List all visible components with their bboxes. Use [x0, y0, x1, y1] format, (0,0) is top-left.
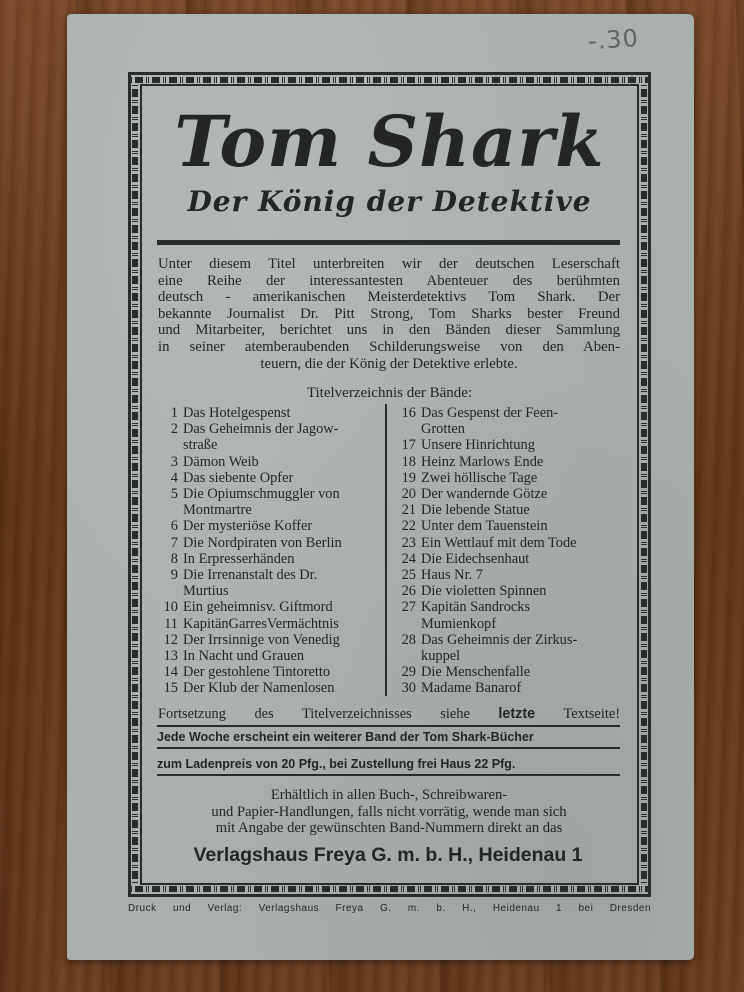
toc-heading: Titelverzeichnis der Bände:	[306, 385, 473, 401]
toc-number: 8	[170, 550, 178, 567]
toc-title: Dämon Weib	[183, 453, 259, 470]
toc-number: 4	[170, 469, 178, 486]
toc-entry	[158, 551, 380, 567]
toc-title: Die Nordpiraten von Berlin	[183, 534, 342, 551]
availability-line: Erhältlich in allen Buch-, Schreibwaren-	[270, 787, 508, 803]
toc-title: Die Irrenanstalt des Dr. Murtius	[183, 567, 318, 600]
series-subtitle: Der König der Detektive	[187, 185, 592, 218]
toc-entry	[394, 518, 626, 534]
toc-entry	[394, 551, 626, 567]
toc-entry	[394, 680, 626, 696]
intro-line: in seiner atemberaubenden Schilderungsweise von den Aben-	[158, 338, 620, 355]
toc-entry	[394, 599, 626, 631]
toc-title: Das Gespenst der Feen- Grotten	[421, 405, 559, 438]
intro-line: deutsch - amerikanischen Meisterdetektivs Tom Shark. Der	[158, 289, 620, 306]
toc-number: 7	[170, 534, 178, 551]
toc-title: Zwei höllische Tage	[421, 469, 538, 486]
toc-title: Heinz Marlows Ende	[421, 453, 544, 470]
toc-title: Ein Wettlauf mit dem Tode	[421, 534, 577, 551]
toc-entry	[394, 437, 626, 453]
toc-entry	[158, 518, 380, 534]
toc-entry	[158, 680, 380, 696]
toc-column-divider	[385, 404, 387, 696]
title-rule	[157, 240, 620, 245]
toc-number: 25	[401, 567, 416, 584]
toc-number: 1	[170, 405, 178, 421]
toc-entry	[158, 616, 380, 632]
toc-title: Die Eidechsenhaut	[421, 550, 530, 567]
toc-title: Der Irrsinnige von Venedig	[183, 631, 340, 648]
toc-title: Das siebente Opfer	[183, 469, 294, 486]
toc-title: In Erpresserhänden	[183, 550, 295, 567]
toc-number: 29	[401, 664, 416, 681]
toc-title: Ein geheimnisv. Giftmord	[183, 599, 333, 616]
toc-title: Der Klub der Namenlosen	[183, 680, 335, 697]
toc-entry	[394, 535, 626, 551]
toc-number: 3	[170, 453, 178, 470]
publisher-name: Verlagshaus Freya G. m. b. H., Heidenau 1	[193, 844, 583, 866]
toc-title: Madame Banarof	[421, 680, 522, 697]
toc-entry	[158, 632, 380, 648]
toc-number: 30	[401, 680, 416, 697]
toc-entry	[158, 454, 380, 470]
toc-number: 20	[401, 486, 416, 503]
availability-line: und Papier-Handlungen, falls nicht vorrätig, wende man sich	[211, 803, 567, 820]
toc-entry	[158, 664, 380, 680]
continuation-text-end: Textseite!	[563, 706, 620, 722]
toc-number: 9	[170, 567, 178, 584]
toc-title: Unter dem Tauenstein	[421, 518, 548, 535]
toc-title: Das Geheimnis der Zirkus- kuppel	[421, 631, 578, 665]
continuation-text: Fortsetzung des Titelverzeichnisses siehe	[158, 706, 470, 722]
imprint-line: Druck und Verlag: Verlagshaus Freya G. m. b. H., Heidenau 1 bei Dresden	[128, 903, 651, 914]
toc-entry	[394, 583, 626, 599]
toc-entry	[158, 405, 380, 421]
toc-entry	[394, 470, 626, 486]
toc-title: KapitänGarresVermächtnis	[183, 615, 339, 632]
toc-title: Die Menschenfalle	[421, 664, 531, 681]
toc-left-column	[158, 405, 380, 697]
frame-right-band	[641, 85, 647, 884]
toc-title: Unsere Hinrichtung	[421, 437, 535, 454]
toc-entry	[158, 486, 380, 518]
toc-number: 16	[401, 405, 416, 421]
toc-number: 12	[163, 631, 178, 648]
toc-right-column	[394, 405, 626, 697]
toc-title: Die lebende Statue	[421, 502, 530, 519]
toc-number: 22	[401, 518, 416, 535]
handwritten-price-mark: -.30	[587, 23, 640, 56]
toc-title: In Nacht und Grauen	[183, 648, 305, 665]
toc-number: 24	[401, 550, 416, 567]
weekly-release-banner: Jede Woche erscheint ein weiterer Band der Tom Shark-Bücher	[157, 725, 620, 749]
toc-entry	[158, 599, 380, 615]
toc-entry	[394, 502, 626, 518]
intro-line: Unter diesem Titel unterbreiten wir der deutschen Leserschaft	[158, 256, 620, 272]
continuation-note	[158, 706, 620, 723]
frame-bottom-band	[131, 886, 648, 892]
toc-entry	[394, 454, 626, 470]
toc-title: Kapitän Sandrocks Mumienkopf	[421, 599, 531, 632]
toc-number: 28	[401, 631, 416, 648]
frame-left-band	[132, 85, 138, 884]
intro-line: eine Reihe der interessantesten Abenteuer des berühmten	[158, 272, 620, 289]
toc-title: Haus Nr. 7	[421, 567, 483, 584]
toc-number: 15	[163, 680, 178, 697]
toc-number: 18	[401, 453, 416, 470]
price-banner: zum Ladenpreis von 20 Pfg., bei Zustellung frei Haus 22 Pfg.	[157, 754, 620, 776]
toc-title: Der wandernde Götze	[421, 486, 548, 503]
toc-number: 27	[401, 599, 416, 616]
toc-title: Der gestohlene Tintoretto	[183, 664, 331, 681]
continuation-emphasis: letzte	[498, 706, 536, 722]
toc-entry	[158, 470, 380, 486]
toc-entry	[394, 567, 626, 583]
toc-number: 2	[170, 421, 178, 438]
intro-line: und Mitarbeiter, berichtet uns in den Bänden dieser Sammlung	[158, 322, 620, 339]
toc-number: 17	[401, 437, 416, 454]
toc-number: 5	[170, 486, 178, 503]
toc-number: 14	[163, 664, 178, 681]
toc-number: 11	[164, 615, 178, 632]
toc-number: 19	[401, 469, 416, 486]
toc-entry	[394, 486, 626, 502]
toc-entry	[158, 535, 380, 551]
toc-entry	[158, 567, 380, 599]
toc-entry	[394, 405, 626, 437]
toc-entry	[394, 632, 626, 664]
frame-top-band	[131, 77, 648, 83]
toc-number: 26	[401, 583, 416, 600]
intro-line: teuern, die der König der Detektive erlebte.	[260, 355, 518, 372]
toc-number: 23	[401, 534, 416, 551]
toc-title: Das Hotelgespenst	[183, 405, 291, 421]
toc-title: Die Opiumschmuggler von Montmartre	[183, 486, 340, 519]
availability-paragraph	[158, 787, 620, 837]
toc-number: 21	[401, 502, 416, 519]
toc-number: 6	[170, 518, 178, 535]
toc-number: 10	[163, 599, 178, 616]
intro-line: bekannte Journalist Dr. Pitt Strong, Tom Sharks bester Freund	[158, 305, 620, 322]
series-title: Tom Shark	[174, 100, 605, 183]
toc-title: Die violetten Spinnen	[421, 583, 547, 600]
intro-paragraph	[158, 256, 620, 372]
toc-entry	[158, 421, 380, 453]
toc-number: 13	[163, 648, 178, 665]
toc-entry	[394, 664, 626, 680]
toc-entry	[158, 648, 380, 664]
availability-line: mit Angabe der gewünschten Band-Nummern direkt an das	[215, 820, 563, 836]
toc-title: Der mysteriöse Koffer	[183, 518, 313, 535]
toc-title: Das Geheimnis der Jagow- straße	[183, 421, 339, 454]
